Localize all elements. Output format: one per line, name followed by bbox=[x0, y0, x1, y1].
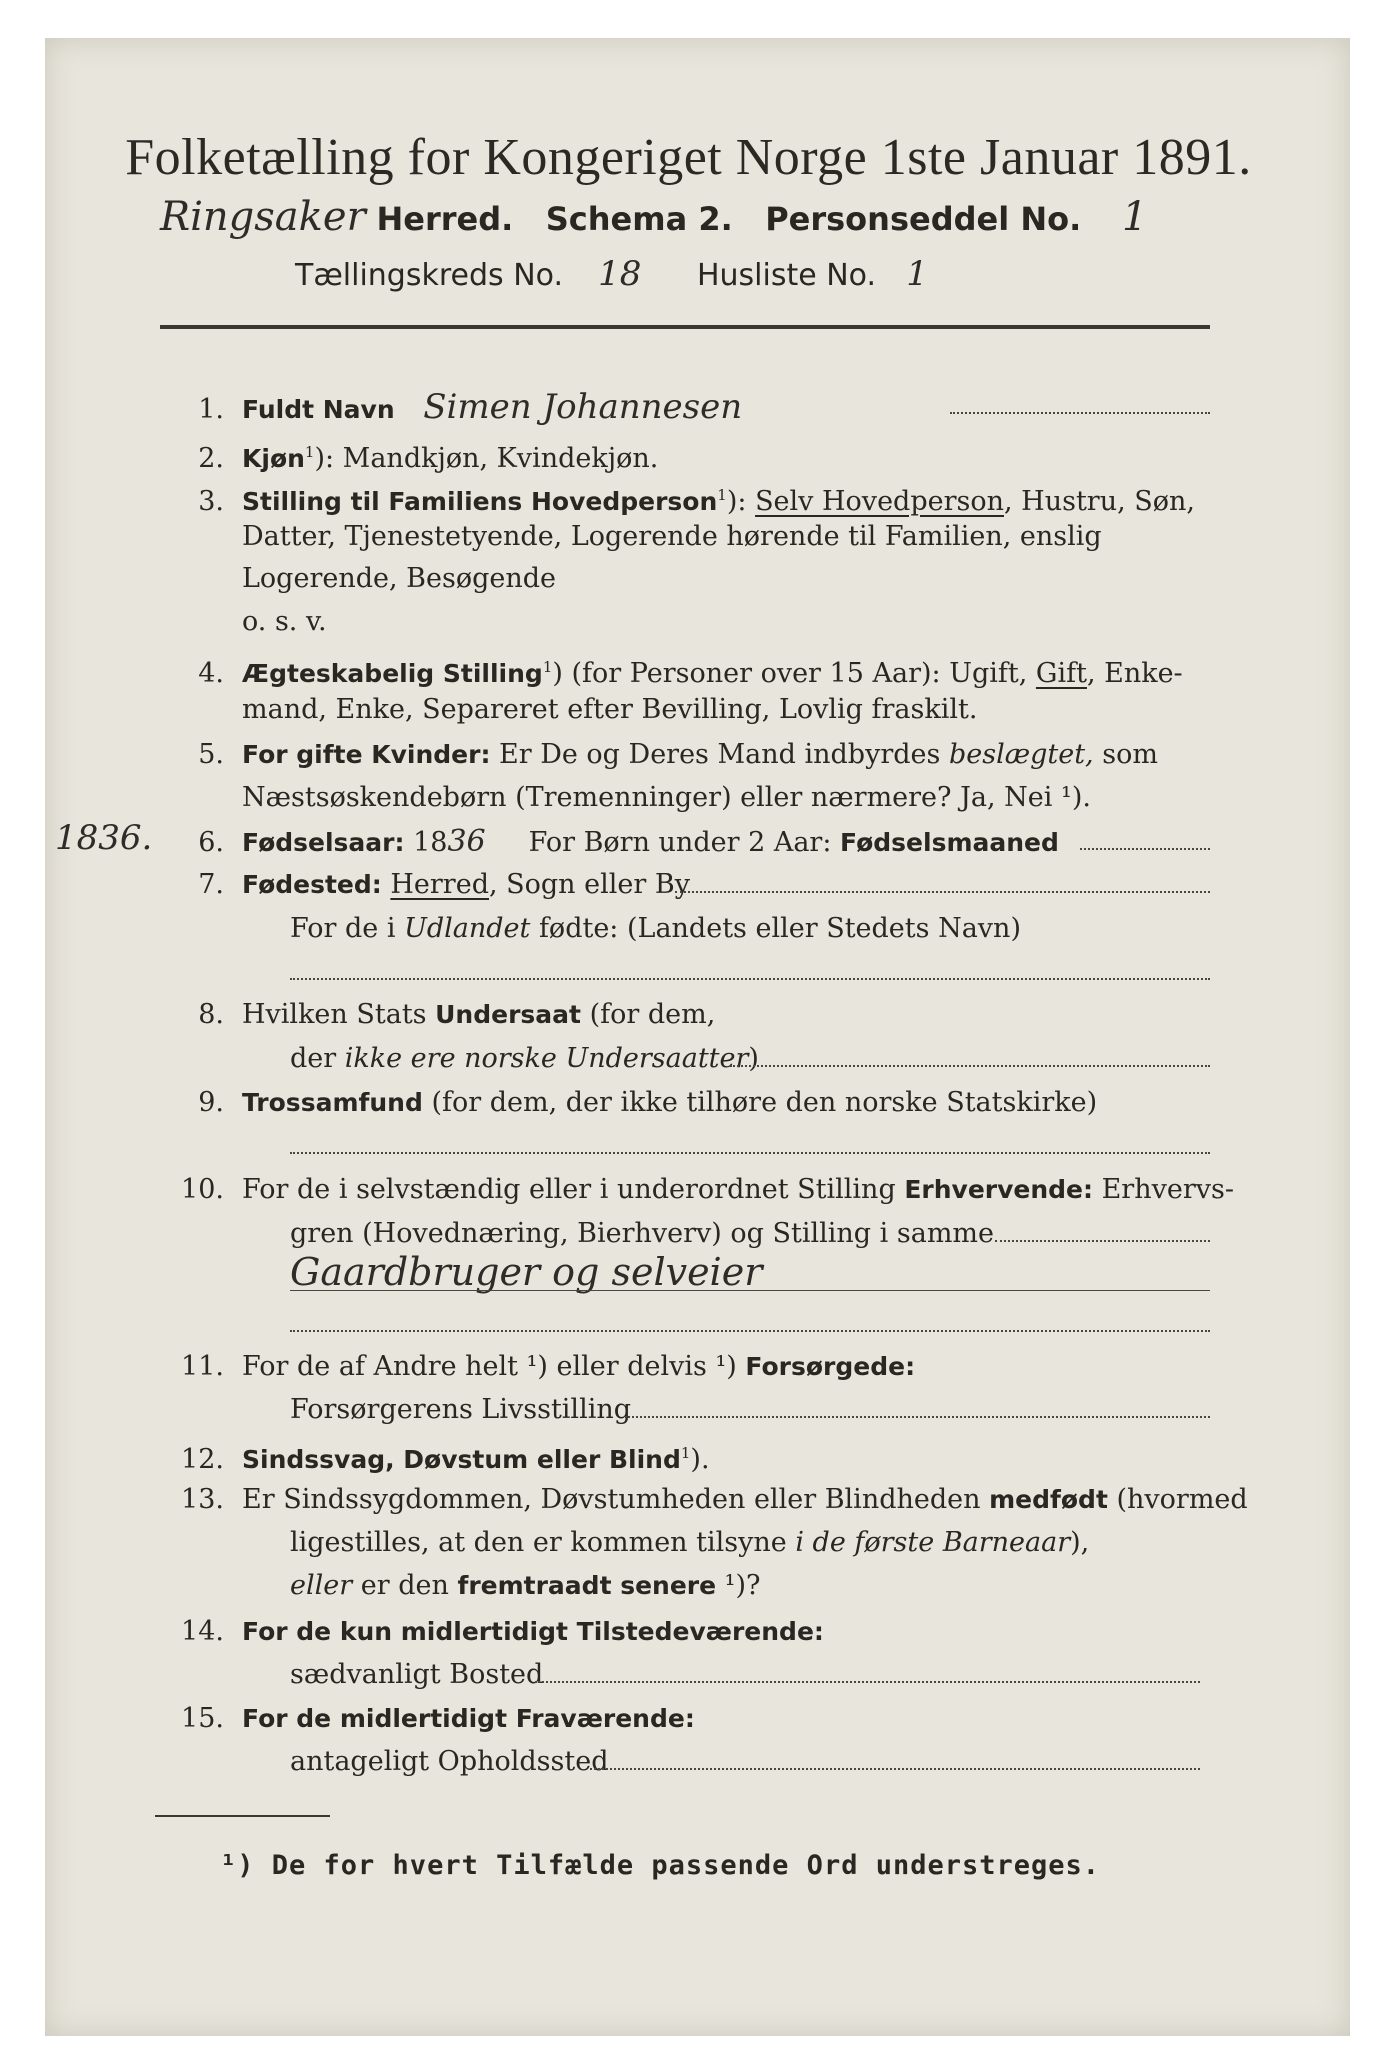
item-number: 8. bbox=[198, 999, 224, 1030]
item-label: Undersaat bbox=[435, 1000, 581, 1029]
item-3-line2: Datter, Tjenestetyende, Logerende hørende til Familien, enslig bbox=[242, 521, 1102, 552]
item-text: er den bbox=[352, 1570, 458, 1601]
item-8-line2 bbox=[290, 1037, 1340, 1081]
husliste-label: Husliste No. bbox=[696, 258, 877, 293]
item-number: 15. bbox=[181, 1703, 224, 1734]
item-text: For de i bbox=[290, 913, 405, 944]
item-label: For de midlertidigt Fraværende: bbox=[242, 1704, 695, 1733]
personseddel-no: 1 bbox=[1122, 194, 1148, 240]
item-13-line2 bbox=[290, 1521, 1340, 1565]
item-label: Fødested: bbox=[242, 870, 382, 899]
item-text: , Hustru, Søn, bbox=[1004, 486, 1195, 517]
item-number: 11. bbox=[181, 1351, 224, 1382]
item-label: Fuldt Navn bbox=[242, 395, 395, 424]
item-label: Forsørgede: bbox=[745, 1352, 916, 1381]
item-label: Trossamfund bbox=[242, 1088, 423, 1117]
item-label: fremtraadt senere bbox=[457, 1571, 717, 1600]
dotted-line bbox=[290, 1152, 1210, 1154]
item-number: 10. bbox=[181, 1174, 224, 1205]
item-text: For de af Andre helt ¹) eller delvis ¹) bbox=[242, 1351, 746, 1382]
occupation-value: Gaardbruger og selveier bbox=[290, 1250, 763, 1294]
item-number: 14. bbox=[181, 1616, 224, 1647]
item-text: ) bbox=[748, 1043, 759, 1074]
item-text: Er De og Deres Mand indbyrdes bbox=[490, 739, 949, 770]
item-text: Hvilken Stats bbox=[242, 999, 436, 1030]
item-3: 3. Stilling til Familiens Hovedperson$^1$): Selv Hovedperson, Hustru, Søn, bbox=[160, 473, 1210, 524]
item-number: 3. bbox=[198, 486, 224, 517]
footnote-rule bbox=[155, 1815, 330, 1817]
item-italic: Udlandet bbox=[404, 913, 531, 944]
item-text: (for dem, der ikke tilhøre den norske Statskirke) bbox=[422, 1087, 1098, 1118]
item-text: ¹)? bbox=[716, 1570, 761, 1601]
item-11 bbox=[160, 1345, 1210, 1389]
item-text: ), bbox=[1070, 1527, 1090, 1558]
dotted-line bbox=[675, 891, 1210, 893]
item-text: (hvormed bbox=[1107, 1484, 1248, 1515]
item-label: Fødselsmaaned bbox=[840, 828, 1059, 857]
dotted-line bbox=[290, 1330, 1210, 1332]
item-number: 2. bbox=[198, 443, 224, 474]
item-1 bbox=[160, 385, 1210, 432]
item-5-line2: Næstsøskendebørn (Tremenninger) eller nærmere? Ja, Nei ¹). bbox=[242, 782, 1091, 813]
dotted-line bbox=[290, 1290, 1210, 1291]
item-label: Stilling til Familiens Hovedperson bbox=[242, 487, 718, 516]
item-text: Er Sindssygdommen, Døvstumheden eller Blindheden bbox=[242, 1484, 990, 1515]
dotted-line bbox=[590, 1768, 1200, 1770]
dotted-line bbox=[535, 1681, 1200, 1683]
item-9 bbox=[160, 1081, 1210, 1125]
item-5 bbox=[160, 733, 1210, 777]
full-name-value: Simen Johannesen bbox=[423, 387, 743, 427]
item-text: som bbox=[1093, 739, 1158, 770]
item-10-line2: gren (Hovednæring, Bierhverv) og Stilling i samme bbox=[290, 1218, 995, 1249]
dotted-line bbox=[730, 1065, 1210, 1067]
item-text: ligestilles, at den er kommen tilsyne bbox=[290, 1527, 796, 1558]
item-italic: ikke ere norske Undersaatter bbox=[344, 1043, 749, 1074]
item-text: ): bbox=[726, 486, 747, 517]
herred-handwritten: Ringsaker bbox=[160, 194, 366, 240]
item-label: Ægteskabelig Stilling bbox=[242, 659, 543, 688]
item-label: For de kun midlertidigt Tilstedeværende: bbox=[242, 1617, 824, 1646]
item-14 bbox=[160, 1610, 1210, 1654]
item-15 bbox=[160, 1697, 1210, 1741]
item-number: 6. bbox=[198, 827, 224, 858]
item-text: , Sogn eller By bbox=[488, 869, 690, 900]
item-6 bbox=[160, 820, 1210, 865]
item-italic: i de første Barneaar bbox=[795, 1527, 1071, 1558]
item-number: 5. bbox=[198, 739, 224, 770]
item-text: For de i selvstændig eller i underordnet Stilling bbox=[242, 1174, 905, 1205]
item-text: der bbox=[290, 1043, 345, 1074]
item-number: 1. bbox=[198, 394, 224, 425]
item-7 bbox=[160, 863, 1210, 907]
selected-option: Selv Hovedperson bbox=[755, 486, 1004, 517]
item-italic: eller bbox=[290, 1570, 353, 1601]
item-number: 13. bbox=[181, 1484, 224, 1515]
dotted-line bbox=[950, 412, 1210, 414]
item-number: 12. bbox=[181, 1444, 224, 1475]
item-text: ) (for Personer over 15 Aar): Ugift, bbox=[552, 658, 1028, 689]
item-13-line3 bbox=[290, 1564, 1340, 1608]
taellingskreds-row bbox=[295, 252, 1345, 298]
selected-option: Herred bbox=[390, 869, 489, 900]
item-italic: beslægtet, bbox=[948, 739, 1094, 770]
item-14-line2: sædvanligt Bosted bbox=[290, 1659, 544, 1690]
footnote: ¹) De for hvert Tilfælde passende Ord understreges. bbox=[220, 1850, 1101, 1881]
item-label: medfødt bbox=[989, 1485, 1108, 1514]
personseddel-label: Personseddel No. bbox=[765, 200, 1082, 238]
item-text: fødte: (Landets eller Stedets Navn) bbox=[530, 913, 1021, 944]
item-4-line2: mand, Enke, Separeret efter Bevilling, Lovlig fraskilt. bbox=[242, 694, 978, 725]
birth-year-value: 36 bbox=[447, 824, 486, 859]
item-text: (for dem, bbox=[580, 999, 716, 1030]
dotted-line bbox=[1080, 848, 1210, 850]
item-text: , Enke- bbox=[1086, 658, 1183, 689]
item-label: Sindssvag, Døvstum eller Blind bbox=[242, 1445, 681, 1474]
item-text: For Børn under 2 Aar: bbox=[528, 827, 832, 858]
item-10 bbox=[160, 1168, 1234, 1212]
item-7-line2 bbox=[290, 907, 1340, 951]
item-2: 2. Kjøn$^1$): Mandkjøn, Kvindekjøn. bbox=[160, 430, 1210, 481]
item-3-line4: o. s. v. bbox=[242, 606, 327, 637]
item-text: 18 bbox=[404, 827, 448, 858]
item-label: Kjøn bbox=[242, 444, 305, 473]
husliste-no: 1 bbox=[906, 254, 928, 294]
dotted-line bbox=[290, 978, 1210, 980]
dotted-line bbox=[995, 1240, 1210, 1242]
item-label: For gifte Kvinder: bbox=[242, 740, 491, 769]
item-number: 4. bbox=[198, 658, 224, 689]
item-text: ): Mandkjøn, Kvindekjøn. bbox=[314, 443, 659, 474]
item-15-line2: antageligt Opholdssted bbox=[290, 1746, 609, 1777]
taellingskreds-label: Tællingskreds No. bbox=[295, 258, 563, 293]
item-12: 12. Sindssvag, Døvstum eller Blind$^1$). bbox=[160, 1431, 1210, 1482]
item-label: Fødselsaar: bbox=[242, 828, 405, 857]
header-rule bbox=[160, 325, 1210, 329]
item-13 bbox=[160, 1478, 1248, 1522]
item-8 bbox=[160, 993, 1210, 1037]
herred-label: Herred. bbox=[376, 200, 514, 238]
item-11-line2: Forsørgerens Livsstilling bbox=[290, 1394, 632, 1425]
herred-row bbox=[160, 195, 1210, 241]
form-title: Folketælling for Kongeriget Norge 1ste Januar 1891. bbox=[125, 129, 1252, 186]
item-number: 7. bbox=[198, 869, 224, 900]
dotted-line bbox=[625, 1416, 1210, 1418]
item-text: Erhvervs- bbox=[1093, 1174, 1234, 1205]
item-text: ). bbox=[690, 1444, 710, 1475]
schema-label: Schema 2. bbox=[545, 200, 733, 238]
selected-option: Gift bbox=[1035, 658, 1087, 689]
item-3-line3: Logerende, Besøgende bbox=[242, 563, 556, 594]
item-label: Erhvervende: bbox=[904, 1175, 1094, 1204]
item-4: 4. Ægteskabelig Stilling$^1$) (for Personer over 15 Aar): Ugift, Gift, Enke- bbox=[160, 645, 1210, 696]
taellingskreds-no: 18 bbox=[598, 254, 642, 294]
birth-year-margin-note: 1836. bbox=[55, 818, 153, 858]
item-number: 9. bbox=[198, 1087, 224, 1118]
